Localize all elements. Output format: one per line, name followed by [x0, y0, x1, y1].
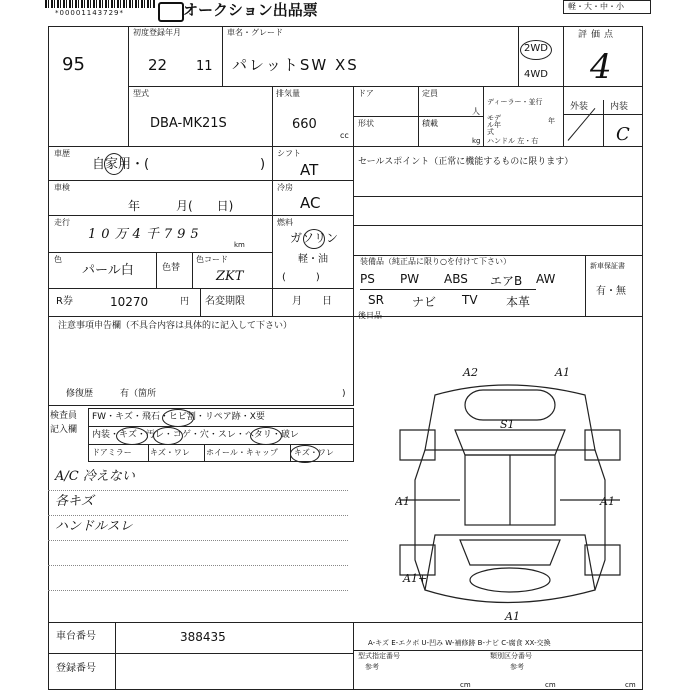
mileage: 10万4千795 [88, 227, 204, 242]
exterior-label: 外装 [570, 102, 589, 112]
color-label: 色 [54, 255, 62, 264]
barcode [45, 0, 155, 8]
fuel-value: ガソリン [290, 231, 339, 245]
mark-a1-right: A1 [600, 495, 615, 508]
color-value: パール白 [82, 263, 134, 278]
chassis-number: 388435 [180, 630, 226, 644]
new-car-warranty-label: 新車保証書 [590, 262, 625, 270]
circle-wheel-kizu [290, 445, 320, 463]
cm-unit-1: cm [460, 681, 471, 689]
mark-a1-plus: A1+ [403, 572, 428, 585]
drive-2wd-circle [520, 40, 552, 60]
reg-date-label: 初度登録年月 [133, 28, 181, 37]
displacement-label: 排気量 [276, 89, 300, 98]
inspector-label-1: 検査員 [50, 411, 78, 421]
color-change-label: 色替 [162, 263, 181, 273]
circle-interior-kizu [116, 427, 148, 445]
r-ticket-label: R券 [56, 296, 73, 307]
ac-label: 冷房 [277, 183, 293, 192]
grade-label: 評価点 [578, 30, 618, 40]
repair-value: 有（箇所 [120, 389, 157, 399]
overall-grade: 4 [590, 47, 612, 87]
fuel-circle [303, 229, 325, 249]
fuel-paren: ( ) [282, 272, 320, 283]
equip-pw: PW [400, 272, 444, 290]
inspection-row-3-mirror: ドアミラー [92, 448, 132, 457]
equip-airbag: エアB [490, 272, 536, 290]
cm-unit-3: cm [625, 681, 636, 689]
circle-kegare [153, 427, 183, 445]
color-code: ZKT [216, 269, 244, 284]
kg-unit: kg [472, 137, 481, 145]
equip-sr: SR [368, 293, 384, 307]
load-label: 積載 [422, 119, 438, 128]
cc-unit: cc [340, 131, 349, 140]
mark-s1: S1 [500, 418, 515, 431]
car-damage-diagram [395, 360, 640, 620]
handwritten-note-2: 各キズ [55, 494, 94, 509]
equip-abs: ABS [444, 272, 490, 290]
cm-unit-2: cm [545, 681, 556, 689]
model-label: 型式 [133, 89, 149, 98]
equipment-label: 装備品（純正品に限り○を付けて下さい） [360, 257, 511, 266]
sales-point-label: セールスポイント（正常に機能するものに限ります） [358, 157, 574, 167]
inspector-label-2: 記入欄 [50, 425, 78, 435]
reg-month: 11 [196, 59, 213, 74]
mileage-label: 走行 [54, 218, 70, 227]
private-use-circle [104, 153, 124, 175]
interior-grade: C [616, 124, 630, 145]
inspection-row-1: FW・キズ・飛石・ヒビ割・リペア跡・X要 [92, 412, 265, 422]
inspection-row-3-mirror-opt: キズ・ワレ [150, 448, 190, 457]
capacity-label: 定員 [422, 89, 438, 98]
shaken-value: 年 月( 日) [128, 199, 234, 213]
shaken-label: 車検 [54, 183, 70, 192]
ref-label-1: 参考 [365, 663, 379, 671]
category-label: 類別区分番号 [490, 652, 532, 660]
mark-a1-front: A1 [555, 366, 570, 379]
expire-label: 名変期限 [205, 296, 245, 307]
inspection-row-3-wheel-opt: キズ・ワレ [294, 448, 334, 457]
handwritten-note-3: ハンドルスレ [55, 519, 133, 534]
expire-value: 月 日 [292, 296, 332, 307]
circle-hiseki [162, 409, 194, 427]
model-year-label: モデル年式 [487, 114, 501, 136]
equip-tv: TV [462, 293, 478, 307]
mark-a2: A2 [463, 366, 478, 379]
new-car-warranty-value: 有・無 [596, 286, 626, 297]
ref-label-2: 参考 [510, 663, 524, 671]
r-ticket-value: 10270 [110, 295, 149, 309]
size-options: 軽・大・中・小 [568, 2, 624, 11]
displacement: 660 [292, 117, 317, 132]
dealer-label: ディーラー・並行 [487, 98, 543, 106]
equipment-row-1 [360, 272, 576, 290]
handle-label: ハンドル 左・右 [487, 137, 539, 145]
equip-aw: AW [536, 272, 556, 286]
equip-leather: 本革 [506, 295, 531, 309]
vehicle-kind-close: ) [260, 157, 266, 172]
equip-navi: ナビ [412, 295, 437, 309]
car-name: パレットSW XS [232, 56, 359, 74]
shape-label: 形状 [358, 119, 374, 128]
car-name-label: 車名・グレード [227, 28, 283, 37]
drive-2wd: 2WD [524, 43, 548, 54]
barcode-text: *00001143729* [55, 9, 124, 17]
capacity-unit: 人 [472, 107, 480, 116]
damage-legend: A-キズ E-エクボ U-凹み W-補修跡 B-ナビ C-腐食 XX-交換 [368, 639, 551, 647]
fuel-extra: 軽・油 [298, 254, 328, 265]
notes-label: 注意事項申告欄（不具合内容は具体的に記入して下さい） [58, 321, 293, 331]
repair-close: ) [342, 389, 346, 399]
chassis-label: 車台番号 [56, 631, 96, 642]
repair-label: 修復歴 [66, 389, 94, 399]
door-label: ドア [358, 89, 374, 98]
registration-no-label: 登録番号 [56, 663, 96, 674]
mark-a1-left: A1 [395, 495, 410, 508]
handwritten-note-1: A/C 冷えない [55, 469, 135, 484]
shift-value: AT [300, 161, 319, 179]
lot-number: 95 [62, 54, 85, 75]
color-code-label: 色コード [196, 255, 228, 264]
inspection-row-2: 内装・キズ・汚レ・コゲ・穴・スレ・ヘタリ・破レ [92, 430, 299, 440]
type-cert-label: 型式指定番号 [358, 652, 400, 660]
mark-a1-rear: A1 [505, 610, 520, 620]
reg-year: 22 [148, 56, 168, 74]
header-logo [158, 2, 184, 22]
equip-ps: PS [360, 272, 400, 290]
vehicle-kind-label: 車歴 [54, 149, 70, 158]
interior-label: 内装 [610, 102, 629, 112]
document-title: オークション出品票 [183, 1, 318, 19]
inspection-row-3-wheel: ホイール・キャップ [206, 448, 278, 457]
km-unit: km [234, 241, 245, 249]
circle-sure [250, 427, 282, 445]
fuel-label: 燃料 [277, 218, 293, 227]
model-code: DBA-MK21S [150, 116, 227, 131]
vehicle-kind: 自家用・( [92, 157, 150, 172]
rear-items-label: 後日品 [358, 311, 382, 320]
year-unit: 年 [548, 117, 555, 125]
shift-label: シフト [277, 149, 301, 158]
drive-4wd: 4WD [524, 69, 548, 80]
ac-value: AC [300, 194, 321, 212]
equipment-row-2 [368, 293, 550, 310]
size-options-box [563, 0, 651, 14]
yen-unit: 円 [180, 297, 190, 307]
